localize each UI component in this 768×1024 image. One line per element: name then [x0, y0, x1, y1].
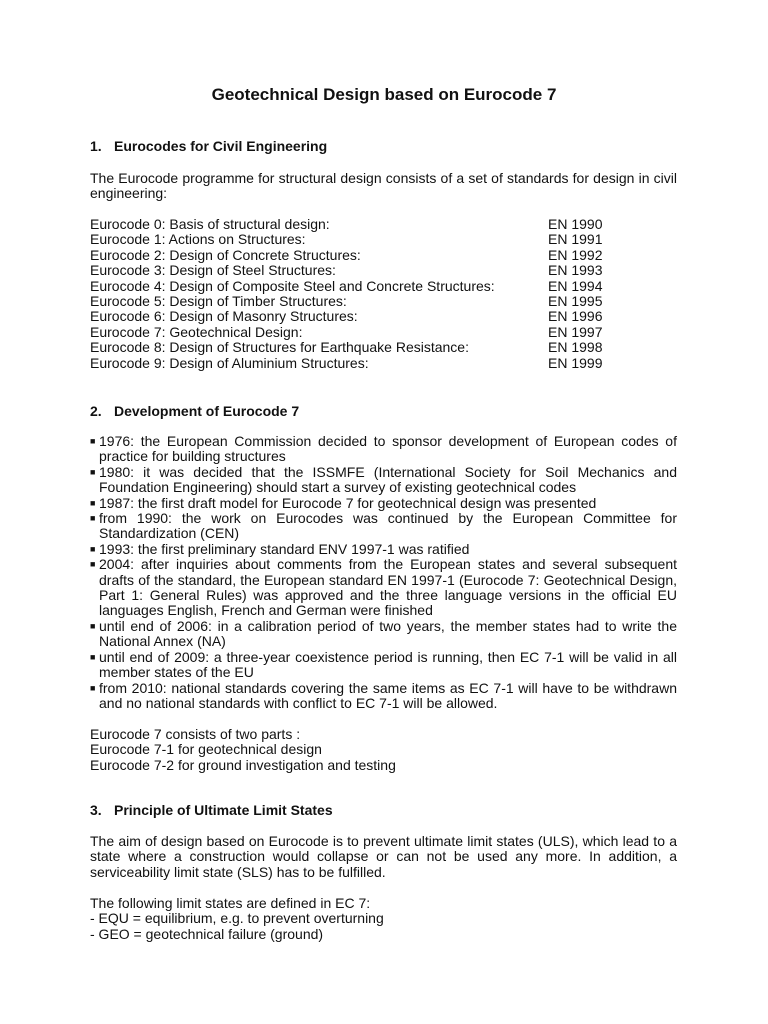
eurocode-name: Eurocode 6: Design of Masonry Structures:	[90, 308, 358, 325]
parts-intro: Eurocode 7 consists of two parts :	[90, 726, 301, 742]
eurocode-row	[90, 325, 677, 340]
eurocode-name: Eurocode 4: Design of Composite Steel and Concrete Structures:	[90, 277, 495, 294]
bullet-text: 2004: after inquiries about comments from the European states and several subsequent drafts of the standard, the European standard EN 1997-1 (Eurocode 7: Geotechnical Design, Part 1: General Rules) was approved and the three language versions in the official EU languages English, French and German were finished	[99, 556, 677, 619]
bullet-text: 1993: the first preliminary standard ENV 1997-1 was ratified	[99, 540, 470, 557]
eurocode-name: Eurocode 0: Basis of structural design:	[90, 216, 330, 232]
limit-state-item: - GEO = geotechnical failure (ground)	[90, 925, 324, 942]
eurocode-row	[90, 279, 677, 294]
bullet-item	[90, 496, 677, 511]
eurocode-row	[90, 356, 677, 371]
eurocode-name: Eurocode 8: Design of Structures for Earthquake Resistance:	[90, 339, 469, 356]
bullet-item	[90, 650, 677, 681]
limit-states-block	[90, 896, 677, 942]
bullet-text: 1980: it was decided that the ISSMFE (International Society for Soil Mechanics and Foundation Engineering) should start a survey of existing geotechnical codes	[99, 463, 677, 496]
bullet-icon: ■	[90, 651, 96, 662]
bullet-text: until end of 2006: in a calibration period of two years, the member states had to write the National Annex (NA)	[99, 617, 677, 650]
development-bullets	[90, 434, 677, 711]
bullet-item	[90, 681, 677, 712]
en-number: EN 1999	[548, 354, 603, 371]
section-title: Principle of Ultimate Limit States	[114, 802, 333, 818]
eurocode-row	[90, 340, 677, 355]
en-number: EN 1996	[548, 308, 603, 325]
limit-state-item: - EQU = equilibrium, e.g. to prevent overturning	[90, 910, 384, 927]
eurocode-name: Eurocode 7: Geotechnical Design:	[90, 323, 303, 340]
bullet-icon: ■	[90, 682, 96, 693]
bullet-text: 1987: the first draft model for Eurocode 7 for geotechnical design was presented	[99, 494, 597, 511]
bullet-icon: ■	[90, 559, 96, 570]
parts-block	[90, 727, 677, 773]
eurocode-row	[90, 263, 677, 278]
eurocode-row	[90, 248, 677, 263]
eurocode-row	[90, 232, 677, 247]
section-2-heading	[90, 404, 677, 419]
bullet-text: until end of 2009: a three-year coexistence period is running, then EC 7-1 will be valid in all member states of the EU	[99, 648, 677, 681]
bullet-item	[90, 557, 677, 619]
bullet-item	[90, 619, 677, 650]
section-3-heading	[90, 803, 677, 818]
en-number: EN 1994	[548, 277, 603, 294]
bullet-text: 1976: the European Commission decided to sponsor development of European codes of practice for building structures	[99, 433, 677, 465]
en-number: EN 1991	[548, 231, 603, 248]
part-item: Eurocode 7-2 for ground investigation and testing	[90, 756, 396, 773]
bullet-icon: ■	[90, 436, 96, 446]
section-1-heading	[90, 139, 677, 154]
bullet-icon: ■	[90, 620, 96, 631]
bullet-icon: ■	[90, 513, 96, 524]
bullet-icon: ■	[90, 497, 96, 508]
eurocode-name: Eurocode 3: Design of Steel Structures:	[90, 262, 336, 279]
eurocode-row	[90, 294, 677, 309]
en-number: EN 1995	[548, 293, 603, 310]
part-item: Eurocode 7-1 for geotechnical design	[90, 741, 322, 758]
eurocode-name: Eurocode 5: Design of Timber Structures:	[90, 293, 347, 310]
en-number: EN 1998	[548, 339, 603, 356]
eurocode-name: Eurocode 2: Design of Concrete Structures:	[90, 246, 361, 263]
bullet-icon: ■	[90, 466, 96, 477]
section-title: Eurocodes for Civil Engineering	[114, 138, 328, 154]
eurocode-row	[90, 309, 677, 324]
section-number: 1.	[90, 138, 102, 154]
eurocode-row	[90, 217, 677, 232]
section-number: 2.	[90, 403, 102, 419]
en-number: EN 1990	[548, 216, 603, 232]
bullet-item	[90, 511, 677, 542]
bullet-item	[90, 542, 677, 557]
bullet-item	[90, 465, 677, 496]
en-number: EN 1992	[548, 246, 603, 263]
bullet-text: from 1990: the work on Eurocodes was continued by the European Committee for Standardization (CEN)	[99, 510, 677, 542]
limit-states-intro: The following limit states are defined in EC 7:	[90, 895, 371, 911]
document-title: Geotechnical Design based on Eurocode 7	[211, 85, 557, 104]
bullet-text: from 2010: national standards covering the same items as EC 7-1 will have to be withdrawn and no national standards with conflict to EC 7-1 will be allowed.	[99, 679, 677, 711]
section-title: Development of Eurocode 7	[114, 403, 300, 419]
en-number: EN 1997	[548, 323, 603, 340]
section-1-intro: The Eurocode programme for structural design consists of a set of standards for design in civil engineering:	[90, 170, 677, 202]
eurocode-list	[90, 217, 677, 371]
section-3-paragraph: The aim of design based on Eurocode is to prevent ultimate limit states (ULS), which lead to a state where a construction would collapse or can not be used any more. In addition, a serviceability limit state (SLS) has to be fulfilled.	[90, 833, 677, 880]
eurocode-name: Eurocode 1: Actions on Structures:	[90, 231, 306, 248]
bullet-item	[90, 434, 677, 465]
bullet-icon: ■	[90, 543, 96, 554]
en-number: EN 1993	[548, 262, 603, 279]
eurocode-name: Eurocode 9: Design of Aluminium Structures:	[90, 354, 369, 371]
section-number: 3.	[90, 802, 102, 818]
